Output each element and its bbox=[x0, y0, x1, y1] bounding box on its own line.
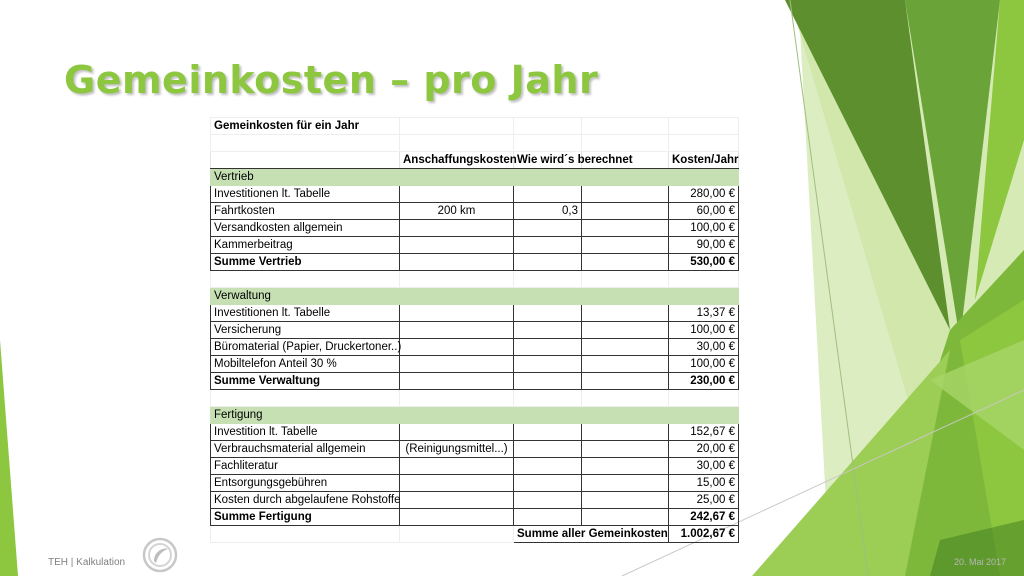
cost-cell: 25,00 € bbox=[669, 492, 739, 509]
table-cell bbox=[400, 169, 514, 186]
table-cell bbox=[514, 254, 582, 271]
row-label-cell: Kammerbeitrag bbox=[211, 237, 400, 254]
cost-cell: 100,00 € bbox=[669, 220, 739, 237]
table-cell bbox=[514, 356, 582, 373]
cost-cell: 30,00 € bbox=[669, 339, 739, 356]
table-cell bbox=[400, 526, 514, 543]
table-cell bbox=[400, 305, 514, 322]
cost-cell bbox=[669, 288, 739, 305]
cost-cell: 20,00 € bbox=[669, 441, 739, 458]
table-cell bbox=[211, 526, 400, 543]
table-cell bbox=[514, 322, 582, 339]
table-cell bbox=[514, 458, 582, 475]
subtotal-row bbox=[211, 373, 739, 390]
section-header-row bbox=[211, 169, 739, 186]
table-cell bbox=[582, 322, 669, 339]
row-label-cell: Fachliteratur bbox=[211, 458, 400, 475]
spacer-row bbox=[211, 390, 739, 407]
grand-total-value: 1.002,67 € bbox=[669, 526, 739, 543]
table-cell bbox=[400, 509, 514, 526]
table-cell bbox=[400, 254, 514, 271]
table-cell bbox=[400, 373, 514, 390]
table-cell bbox=[582, 492, 669, 509]
row-label-cell bbox=[211, 271, 400, 288]
cost-cell bbox=[669, 407, 739, 424]
slide-title: Gemeinkosten – pro Jahr bbox=[64, 58, 599, 102]
cost-table-container bbox=[210, 117, 740, 543]
cost-cell bbox=[669, 390, 739, 407]
table-cell bbox=[400, 339, 514, 356]
table-cell bbox=[514, 186, 582, 203]
table-cell bbox=[582, 305, 669, 322]
table-cell bbox=[582, 407, 669, 424]
table-cell bbox=[400, 458, 514, 475]
table-cell bbox=[514, 237, 582, 254]
table-row bbox=[211, 475, 739, 492]
table-cell bbox=[400, 271, 514, 288]
table-cell bbox=[400, 407, 514, 424]
table-cell bbox=[582, 373, 669, 390]
row-label-cell: Investition lt. Tabelle bbox=[211, 424, 400, 441]
table-row bbox=[211, 203, 739, 220]
footer-text: TEH | Kalkulation bbox=[48, 557, 126, 568]
row-label-cell: Investitionen lt. Tabelle bbox=[211, 186, 400, 203]
cost-cell bbox=[669, 169, 739, 186]
table-cell bbox=[582, 424, 669, 441]
column-header-row bbox=[211, 152, 739, 169]
table-row bbox=[211, 237, 739, 254]
cost-cell: 242,67 € bbox=[669, 509, 739, 526]
section-header-row bbox=[211, 407, 739, 424]
table-cell bbox=[400, 390, 514, 407]
table-cell bbox=[514, 475, 582, 492]
row-label-cell: Büromaterial (Papier, Druckertoner..) bbox=[211, 339, 400, 356]
cost-cell: 152,67 € bbox=[669, 424, 739, 441]
table-cell bbox=[400, 424, 514, 441]
section-header-row bbox=[211, 288, 739, 305]
spacer-row bbox=[211, 135, 739, 152]
column-header: Wie wird´s berechnet bbox=[514, 152, 582, 169]
table-cell bbox=[400, 288, 514, 305]
table-cell bbox=[582, 441, 669, 458]
table-cell bbox=[400, 492, 514, 509]
table-cell bbox=[514, 424, 582, 441]
footer-date: 20. Mai 2017 bbox=[954, 557, 1007, 567]
cost-cell: 90,00 € bbox=[669, 237, 739, 254]
table-cell bbox=[400, 186, 514, 203]
table-row bbox=[211, 322, 739, 339]
table-cell bbox=[582, 356, 669, 373]
row-label-cell: Mobiltelefon Anteil 30 % bbox=[211, 356, 400, 373]
spacer-row bbox=[211, 271, 739, 288]
cost-cell: 100,00 € bbox=[669, 356, 739, 373]
grand-total-row bbox=[211, 526, 739, 543]
cost-cell: 15,00 € bbox=[669, 475, 739, 492]
table-cell bbox=[514, 339, 582, 356]
table-cell bbox=[400, 322, 514, 339]
cost-cell: 100,00 € bbox=[669, 322, 739, 339]
table-cell bbox=[582, 237, 669, 254]
table-cell bbox=[400, 237, 514, 254]
table-row bbox=[211, 458, 739, 475]
cost-cell: 30,00 € bbox=[669, 458, 739, 475]
row-label-cell: Summe Verwaltung bbox=[211, 373, 400, 390]
cost-cell: 60,00 € bbox=[669, 203, 739, 220]
cost-cell: 230,00 € bbox=[669, 373, 739, 390]
table-cell bbox=[514, 441, 582, 458]
table-row bbox=[211, 339, 739, 356]
table-cell bbox=[514, 390, 582, 407]
row-label-cell: Versicherung bbox=[211, 322, 400, 339]
table-cell bbox=[582, 390, 669, 407]
table-cell: 0,3 bbox=[514, 203, 582, 220]
row-label-cell: Fahrtkosten bbox=[211, 203, 400, 220]
table-cell bbox=[514, 271, 582, 288]
row-label-cell: Vertrieb bbox=[211, 169, 400, 186]
table-cell bbox=[582, 509, 669, 526]
row-label-cell: Verwaltung bbox=[211, 288, 400, 305]
table-cell bbox=[582, 458, 669, 475]
overhead-cost-table bbox=[210, 117, 739, 543]
row-label-cell: Investitionen lt. Tabelle bbox=[211, 305, 400, 322]
table-cell: (Reinigungsmittel...) bbox=[400, 441, 514, 458]
column-header: Anschaffungskosten bbox=[400, 152, 514, 169]
table-heading-row bbox=[211, 118, 739, 135]
subtotal-row bbox=[211, 509, 739, 526]
table-heading: Gemeinkosten für ein Jahr bbox=[211, 118, 400, 135]
row-label-cell bbox=[211, 390, 400, 407]
table-row bbox=[211, 305, 739, 322]
table-row bbox=[211, 492, 739, 509]
row-label-cell: Entsorgungsgebühren bbox=[211, 475, 400, 492]
column-header bbox=[211, 152, 400, 169]
table-cell bbox=[400, 356, 514, 373]
table-row bbox=[211, 220, 739, 237]
table-cell bbox=[400, 220, 514, 237]
table-cell bbox=[582, 169, 669, 186]
cost-cell: 530,00 € bbox=[669, 254, 739, 271]
table-cell bbox=[582, 475, 669, 492]
table-cell: 200 km bbox=[400, 203, 514, 220]
table-cell bbox=[514, 492, 582, 509]
table-cell bbox=[582, 186, 669, 203]
subtotal-row bbox=[211, 254, 739, 271]
table-cell bbox=[582, 203, 669, 220]
table-cell bbox=[582, 254, 669, 271]
table-row bbox=[211, 424, 739, 441]
table-cell bbox=[582, 220, 669, 237]
spiral-logo-icon bbox=[140, 537, 180, 573]
table-cell bbox=[514, 288, 582, 305]
grand-total-label: Summe aller Gemeinkosten bbox=[514, 526, 669, 543]
table-cell bbox=[514, 407, 582, 424]
table-cell bbox=[514, 220, 582, 237]
row-label-cell: Kosten durch abgelaufene Rohstoffe bbox=[211, 492, 400, 509]
row-label-cell: Summe Vertrieb bbox=[211, 254, 400, 271]
table-cell bbox=[400, 475, 514, 492]
row-label-cell: Verbrauchsmaterial allgemein bbox=[211, 441, 400, 458]
cost-cell: 13,37 € bbox=[669, 305, 739, 322]
table-row bbox=[211, 356, 739, 373]
row-label-cell: Fertigung bbox=[211, 407, 400, 424]
table-cell bbox=[514, 169, 582, 186]
row-label-cell: Versandkosten allgemein bbox=[211, 220, 400, 237]
table-cell bbox=[582, 339, 669, 356]
table-cell bbox=[514, 373, 582, 390]
cost-cell: 280,00 € bbox=[669, 186, 739, 203]
table-cell bbox=[514, 305, 582, 322]
table-cell bbox=[514, 509, 582, 526]
table-row bbox=[211, 441, 739, 458]
table-cell bbox=[582, 288, 669, 305]
table-row bbox=[211, 186, 739, 203]
row-label-cell: Summe Fertigung bbox=[211, 509, 400, 526]
logo bbox=[140, 537, 180, 573]
table-cell bbox=[582, 271, 669, 288]
column-header: Kosten/Jahr bbox=[669, 152, 739, 169]
cost-cell bbox=[669, 271, 739, 288]
